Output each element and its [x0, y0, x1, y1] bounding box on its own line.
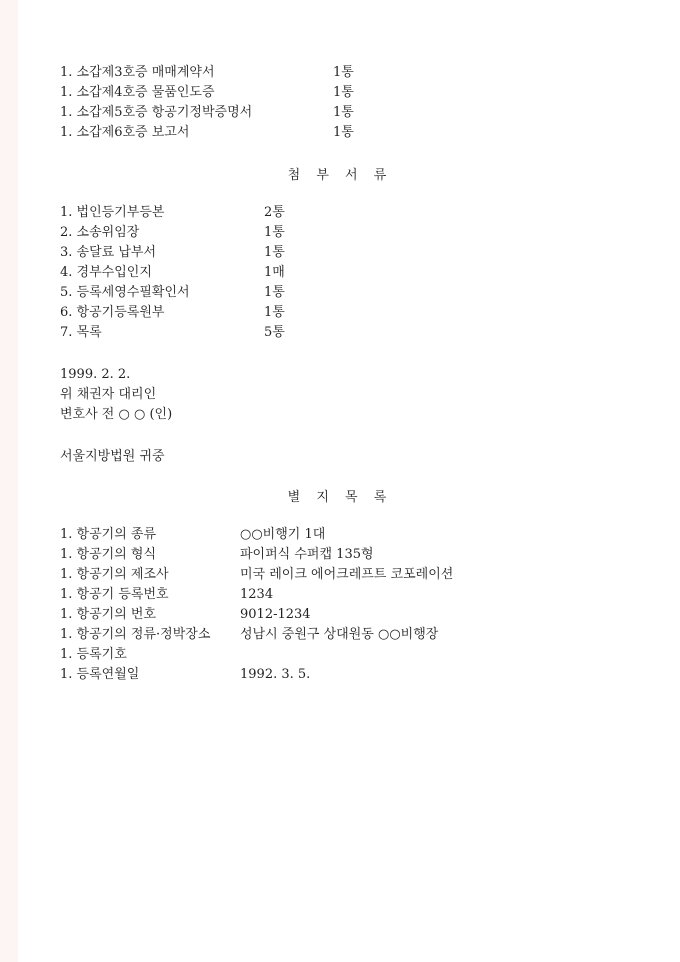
evidence-item-qty: 1통	[333, 65, 354, 80]
attachment-item-label: 5. 등록세영수필확인서	[60, 285, 190, 300]
attachment-item-qty: 1통	[264, 225, 285, 240]
attachment-item-label: 2. 소송위임장	[60, 225, 140, 240]
annex-heading: 별 지 목 록	[287, 490, 393, 505]
attachment-item-label: 4. 경부수입인지	[60, 265, 152, 280]
annex-item-label: 1. 항공기의 정류·정박장소	[60, 627, 211, 642]
page-margin-band	[0, 0, 18, 962]
annex-item-label: 1. 항공기의 제조사	[60, 567, 169, 582]
attachment-item-label: 7. 목록	[60, 325, 102, 340]
evidence-item-label: 1. 소갑제4호증 물품인도증	[60, 85, 215, 100]
evidence-item-qty: 1통	[333, 85, 354, 100]
annex-item-label: 1. 항공기의 종류	[60, 527, 157, 542]
evidence-item-qty: 1통	[333, 105, 354, 120]
agent-role: 위 채권자 대리인	[60, 387, 157, 402]
attachment-item-qty: 1통	[264, 285, 285, 300]
attachment-item-qty: 5통	[264, 325, 285, 340]
court-addressee: 서울지방법원 귀중	[60, 449, 165, 464]
annex-item-value: 파이퍼식 수퍼캡 135형	[240, 547, 374, 562]
evidence-item-label: 1. 소갑제3호증 매매계약서	[60, 65, 215, 80]
evidence-item-qty: 1통	[333, 125, 354, 140]
annex-item-label: 1. 항공기의 번호	[60, 607, 157, 622]
filing-date: 1999. 2. 2.	[60, 367, 131, 382]
annex-item-label: 1. 등록연월일	[60, 667, 140, 682]
annex-item-label: 1. 등록기호	[60, 647, 127, 662]
annex-item-value: 1234	[240, 587, 274, 602]
attachment-item-qty: 2통	[264, 205, 285, 220]
annex-item-value: 9012-1234	[240, 607, 311, 622]
attachment-item-label: 3. 송달료 납부서	[60, 245, 157, 260]
annex-item-label: 1. 항공기 등록번호	[60, 587, 169, 602]
annex-item-label: 1. 항공기의 형식	[60, 547, 157, 562]
evidence-item-label: 1. 소갑제5호증 항공기정박증명서	[60, 105, 253, 120]
attachments-heading: 첨 부 서 류	[287, 168, 393, 183]
attachment-item-qty: 1매	[264, 265, 285, 280]
annex-item-value: 미국 레이크 에어크레프트 코포레이션	[240, 567, 454, 582]
annex-item-value: ○○비행기 1대	[240, 527, 326, 542]
evidence-item-label: 1. 소갑제6호증 보고서	[60, 125, 190, 140]
lawyer-name: 변호사 전 ○ ○ (인)	[60, 407, 173, 422]
attachment-item-label: 1. 법인등기부등본	[60, 205, 165, 220]
annex-item-value: 1992. 3. 5.	[240, 667, 311, 682]
attachment-item-label: 6. 항공기등록원부	[60, 305, 165, 320]
attachment-item-qty: 1통	[264, 305, 285, 320]
attachment-item-qty: 1통	[264, 245, 285, 260]
annex-item-value: 성남시 중원구 상대원동 ○○비행장	[240, 627, 439, 642]
